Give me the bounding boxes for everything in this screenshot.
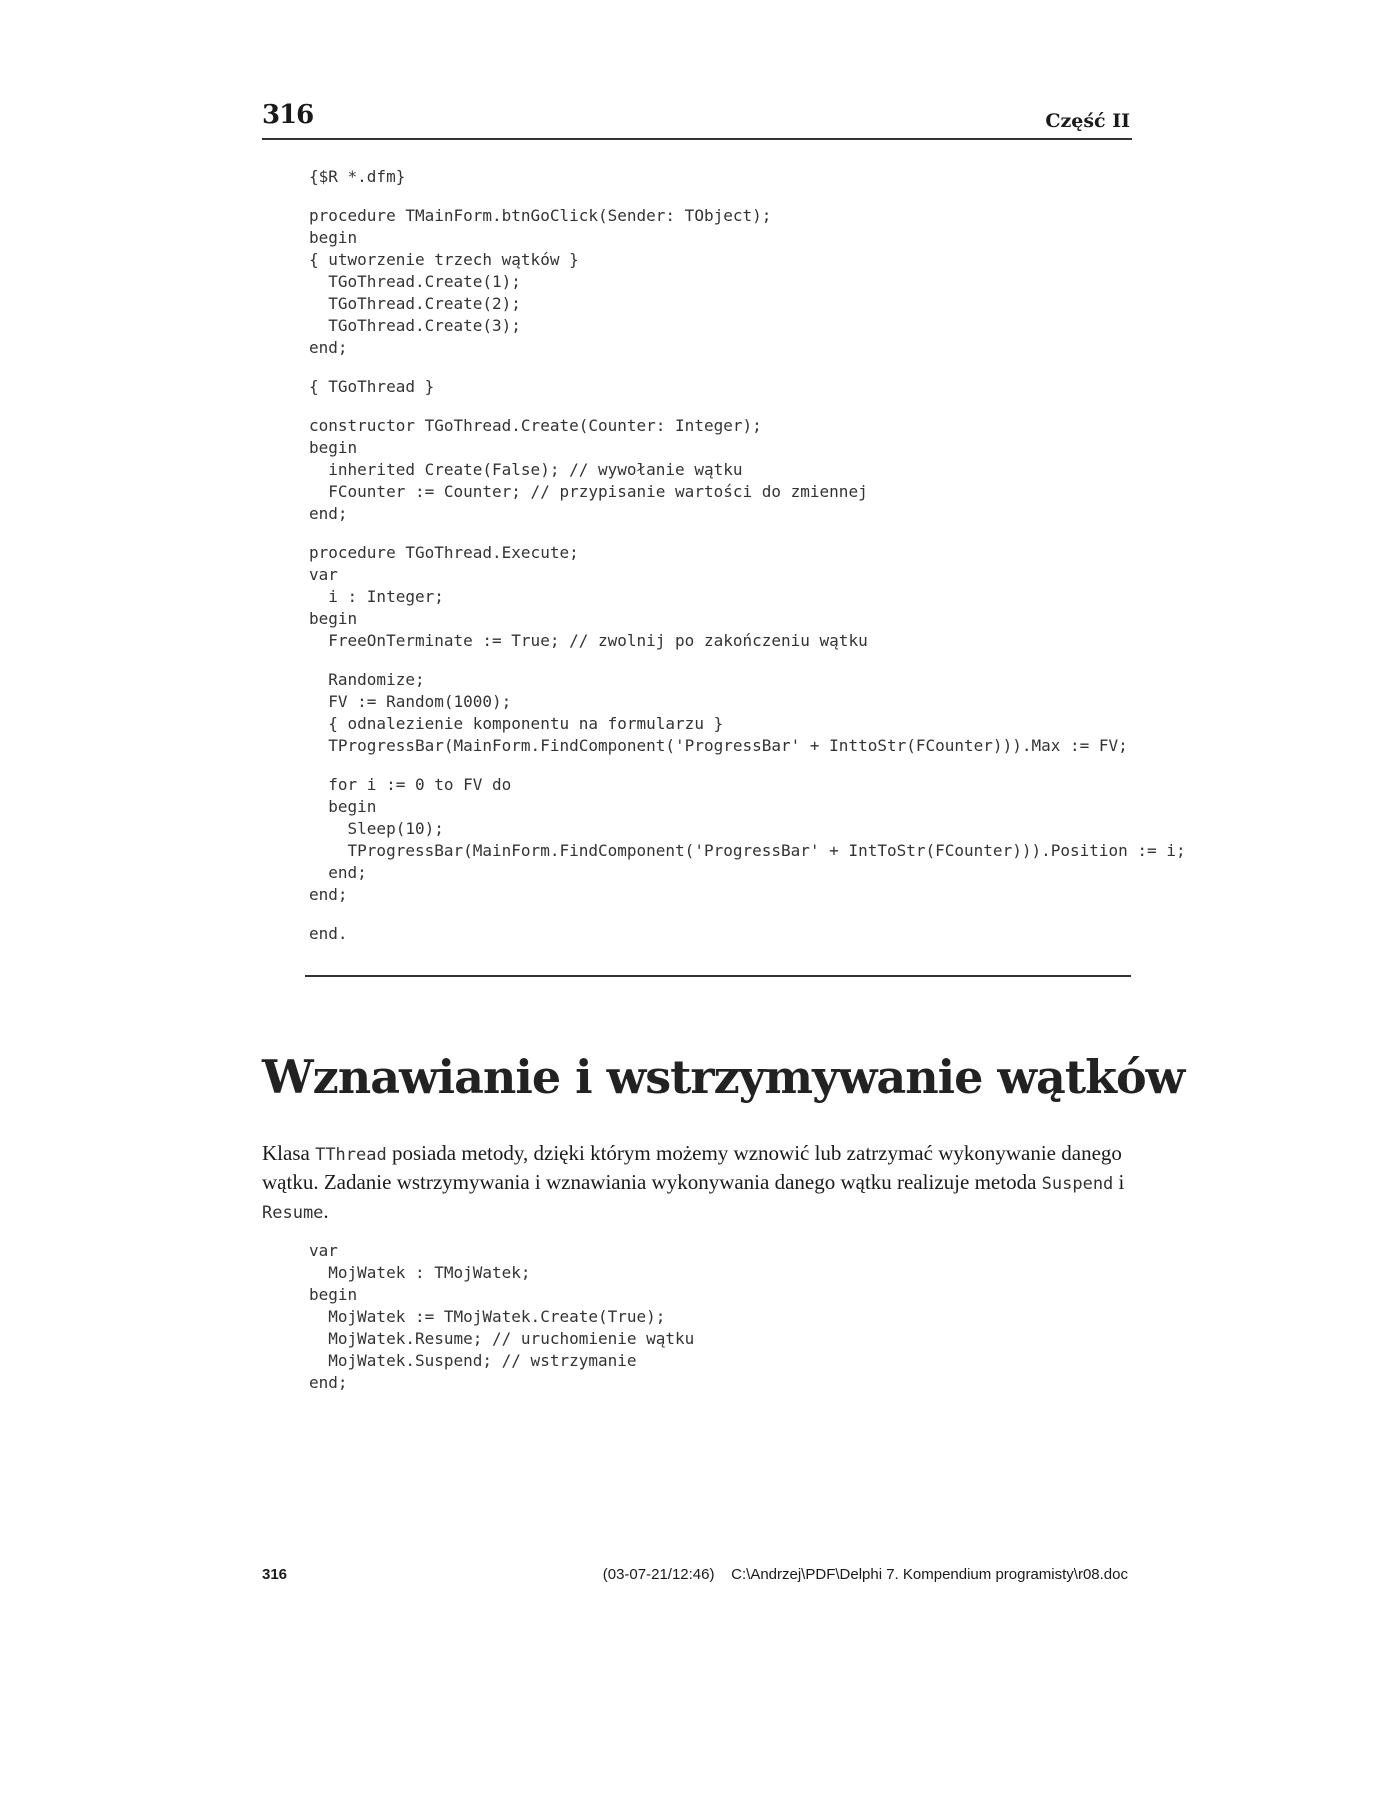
code-line: constructor TGoThread.Create(Counter: Integer); <box>309 416 762 435</box>
code-line: TProgressBar(MainForm.FindComponent('ProgressBar' + IntToStr(FCounter))).Position := i; <box>309 841 1186 860</box>
code-line: procedure TMainForm.btnGoClick(Sender: TObject); <box>309 206 772 225</box>
code-line: end; <box>309 885 348 904</box>
code-gap <box>309 652 1186 669</box>
code-line: MojWatek.Suspend; // wstrzymanie <box>309 1351 637 1370</box>
code-line: { utworzenie trzech wątków } <box>309 250 579 269</box>
header-divider <box>262 138 1132 140</box>
code-line: begin <box>309 1285 358 1304</box>
code-line: MojWatek : TMojWatek; <box>309 1263 531 1282</box>
header-page-number: 316 <box>262 100 314 130</box>
code-line: TGoThread.Create(3); <box>309 316 521 335</box>
paragraph-text-3: i <box>1113 1170 1125 1194</box>
section-title: Wznawianie i wstrzymywanie wątków <box>262 1050 1185 1104</box>
paragraph-method-suspend: Suspend <box>1041 1174 1114 1194</box>
code-line: var <box>309 1241 338 1260</box>
code-block-suspend-resume <box>309 1240 694 1394</box>
code-line: procedure TGoThread.Execute; <box>309 543 579 562</box>
code-line: MojWatek.Resume; // uruchomienie wątku <box>309 1329 695 1348</box>
paragraph-text-4: . <box>323 1199 329 1223</box>
code-line: var <box>309 565 338 584</box>
code-line: begin <box>309 438 358 457</box>
code-line: { odnalezienie komponentu na formularzu } <box>309 714 724 733</box>
code-line: { TGoThread } <box>309 377 435 396</box>
code-line: i : Integer; <box>309 587 444 606</box>
code-line: TGoThread.Create(1); <box>309 272 521 291</box>
code-gap <box>309 398 1186 415</box>
code-line: FCounter := Counter; // przypisanie wartości do zmiennej <box>309 482 868 501</box>
code-line: Randomize; <box>309 670 425 689</box>
code-line: TProgressBar(MainForm.FindComponent('ProgressBar' + InttoStr(FCounter))).Max := FV; <box>309 736 1128 755</box>
paragraph-class-name: TThread <box>315 1145 387 1165</box>
code-line: for i := 0 to FV do <box>309 775 512 794</box>
header-part-label: Część II <box>1045 110 1130 132</box>
section-paragraph <box>262 1140 1134 1227</box>
code-line: end. <box>309 924 348 943</box>
code-line: begin <box>309 228 358 247</box>
code-line: Sleep(10); <box>309 819 444 838</box>
code-line: inherited Create(False); // wywołanie wątku <box>309 460 743 479</box>
code-line: FV := Random(1000); <box>309 692 512 711</box>
footer-page-number: 316 <box>262 1566 288 1583</box>
code-line: end; <box>309 504 348 523</box>
code-line: begin <box>309 609 358 628</box>
footer-file-info: (03-07-21/12:46) C:\Andrzej\PDF\Delphi 7. Kompendium programisty\r08.doc <box>602 1566 1128 1583</box>
code-gap <box>309 757 1186 774</box>
code-block-thread-example <box>309 166 1186 945</box>
code-gap <box>309 906 1186 923</box>
code-gap <box>309 359 1186 376</box>
code-line: TGoThread.Create(2); <box>309 294 521 313</box>
paragraph-method-resume: Resume <box>262 1203 324 1223</box>
code-line: end; <box>309 338 348 357</box>
code-gap <box>309 525 1186 542</box>
code-line: FreeOnTerminate := True; // zwolnij po zakończeniu wątku <box>309 631 868 650</box>
code-line: end; <box>309 863 367 882</box>
code-line: begin <box>309 797 377 816</box>
code-block-divider <box>305 975 1131 977</box>
code-gap <box>309 188 1186 205</box>
paragraph-text-2: posiada metody, dzięki którym możemy wznowić lub zatrzymać wykonywanie danego wątku. Zadanie wstrzymywania i wznawiania wykonywania danego wątku realizuje metoda <box>262 1141 1122 1194</box>
code-line: {$R *.dfm} <box>309 167 406 186</box>
paragraph-text-1: Klasa <box>262 1141 316 1165</box>
code-line: MojWatek := TMojWatek.Create(True); <box>309 1307 666 1326</box>
code-line: end; <box>309 1373 348 1392</box>
